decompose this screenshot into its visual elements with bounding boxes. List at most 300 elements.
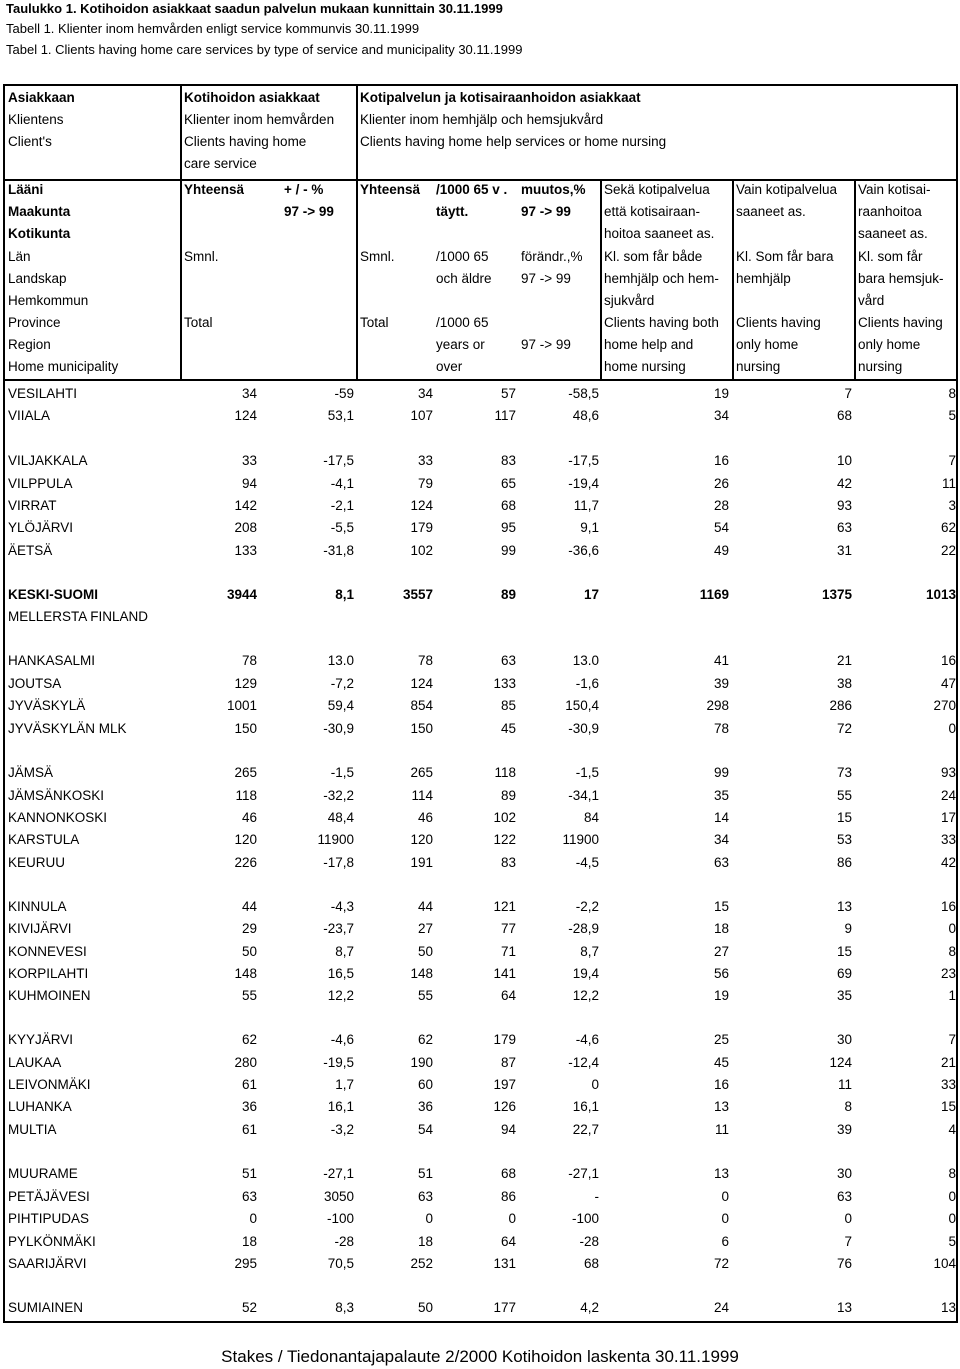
- table-cell-value: 94: [500, 1122, 516, 1137]
- table-bottom-border: [3, 1321, 958, 1323]
- header-per1000-label: over: [436, 359, 463, 374]
- table-cell-value: 8: [948, 944, 956, 959]
- table-cell-value: 54: [713, 520, 729, 535]
- table-cell-value: 30: [836, 1032, 852, 1047]
- table-cell-value: -4,6: [330, 1032, 354, 1047]
- table-cell-value: 4: [948, 1122, 956, 1137]
- header-region-label: Län: [8, 249, 31, 264]
- header-nursing-only-label: nursing: [858, 359, 903, 374]
- header-region-label: Kotikunta: [8, 226, 71, 241]
- municipality-name: ÄETSÄ: [8, 543, 53, 558]
- municipality-name: SUMIAINEN: [8, 1300, 84, 1315]
- table-cell-value: 0: [591, 1077, 599, 1092]
- table-cell-value: 124: [410, 676, 433, 691]
- table-cell-value: 53: [836, 832, 852, 847]
- table-cell-value: 76: [836, 1256, 852, 1271]
- table-cell-value: 0: [948, 1189, 956, 1204]
- table-cell-value: 10: [836, 453, 852, 468]
- table-cell-value: 69: [836, 966, 852, 981]
- header-per1000-label: /1000 65 v .: [436, 182, 508, 197]
- table-cell-value: 50: [241, 944, 257, 959]
- table-cell-value: 86: [836, 855, 852, 870]
- table-cell-value: 60: [417, 1077, 433, 1092]
- table-cell-value: 1,7: [335, 1077, 354, 1092]
- header-region-label: Province: [8, 315, 61, 330]
- table-cell-value: 63: [713, 855, 729, 870]
- header-per1000-label: years or: [436, 337, 485, 352]
- table-cell-value: 226: [234, 855, 257, 870]
- table-cell-value: 13.0: [327, 653, 354, 668]
- municipality-name: LAUKAA: [8, 1055, 62, 1070]
- table-cell-value: -28: [579, 1234, 599, 1249]
- table-cell-value: 53,1: [327, 408, 354, 423]
- table-right-border: [956, 84, 958, 1323]
- header-both-label: home nursing: [604, 359, 686, 374]
- header-both-label: Sekä kotipalvelua: [604, 182, 710, 197]
- municipality-name: KESKI-SUOMI: [8, 587, 99, 602]
- table-cell-value: 56: [713, 966, 729, 981]
- header-total-label: Yhteensä: [184, 182, 245, 197]
- header-nursing-only-label: Vain kotisai-: [858, 182, 931, 197]
- table-cell-value: 34: [713, 832, 729, 847]
- table-cell-value: -28: [334, 1234, 354, 1249]
- table-cell-value: 8: [844, 1099, 852, 1114]
- header-home-care-label: Clients having home: [184, 134, 307, 149]
- table-cell-value: -100: [326, 1211, 354, 1226]
- table-cell-value: 6: [721, 1234, 729, 1249]
- table-cell-value: 3557: [402, 587, 433, 602]
- table-cell-value: 42: [836, 476, 852, 491]
- col-divider-service: [356, 84, 358, 381]
- header-nursing-only-label: only home: [858, 337, 921, 352]
- table-cell-value: -3,2: [330, 1122, 354, 1137]
- table-cell-value: 118: [235, 788, 257, 803]
- table-cell-value: 280: [234, 1055, 257, 1070]
- table-cell-value: 0: [721, 1189, 729, 1204]
- table-cell-value: 133: [493, 676, 516, 691]
- table-cell-value: 11: [941, 476, 956, 491]
- table-cell-value: 46: [417, 810, 433, 825]
- table-cell-value: 13: [836, 899, 852, 914]
- table-cell-value: 24: [940, 788, 956, 803]
- table-cell-value: -36,6: [568, 543, 599, 558]
- table-cell-value: 124: [829, 1055, 852, 1070]
- table-cell-value: 78: [417, 653, 433, 668]
- table-cell-value: -: [594, 1189, 599, 1204]
- table-cell-value: -32,2: [323, 788, 354, 803]
- table-cell-value: 70,5: [327, 1256, 354, 1271]
- table-cell-value: 124: [410, 498, 433, 513]
- header-region-label: Landskap: [8, 271, 67, 286]
- table-cell-value: 25: [713, 1032, 729, 1047]
- table-cell-value: 45: [713, 1055, 729, 1070]
- table-cell-value: 39: [836, 1122, 852, 1137]
- header-both-label: sjukvård: [604, 293, 655, 308]
- table-cell-value: 7: [844, 386, 852, 401]
- table-cell-value: 68: [500, 1166, 516, 1181]
- table-cell-value: 62: [241, 1032, 257, 1047]
- header-change-label: 97 -> 99: [521, 271, 571, 286]
- table-cell-value: -4,6: [575, 1032, 599, 1047]
- table-cell-value: 72: [713, 1256, 729, 1271]
- municipality-name: KYYJÄRVI: [8, 1032, 74, 1047]
- table-cell-value: 16: [940, 899, 956, 914]
- table-cell-value: 7: [948, 453, 956, 468]
- table-cell-value: 44: [241, 899, 257, 914]
- table-cell-value: 179: [493, 1032, 516, 1047]
- table-cell-value: -1,6: [575, 676, 599, 691]
- table-cell-value: 265: [410, 765, 433, 780]
- table-cell-value: 30: [836, 1166, 852, 1181]
- table-cell-value: 11: [714, 1122, 729, 1137]
- municipality-name: JYVÄSKYLÄN MLK: [8, 721, 127, 736]
- table-cell-value: -1,5: [575, 765, 599, 780]
- table-cell-value: 0: [948, 1211, 956, 1226]
- municipality-name: KIVIJÄRVI: [8, 921, 72, 936]
- table-cell-value: 122: [493, 832, 516, 847]
- title-sv: Tabell 1. Klienter inom hemvården enligt service kommunvis 30.11.1999: [6, 21, 420, 36]
- table-cell-value: 84: [583, 810, 599, 825]
- table-cell-value: -30,9: [568, 721, 599, 736]
- table-cell-value: 64: [500, 988, 516, 1003]
- table-cell-value: -2,2: [575, 899, 599, 914]
- table-cell-value: 68: [583, 1256, 599, 1271]
- header-change-label: muutos,%: [521, 182, 586, 197]
- table-cell-value: 77: [500, 921, 516, 936]
- table-cell-value: 50: [417, 1300, 433, 1315]
- table-cell-value: 21: [836, 653, 852, 668]
- col-divider-both: [600, 179, 602, 381]
- table-cell-value: 17: [940, 810, 956, 825]
- header-change-label: 97 -> 99: [284, 204, 334, 219]
- table-cell-value: 99: [500, 543, 516, 558]
- table-cell-value: 114: [411, 788, 433, 803]
- table-cell-value: 35: [713, 788, 729, 803]
- table-cell-value: 148: [410, 966, 433, 981]
- table-cell-value: 65: [500, 476, 516, 491]
- municipality-name: PETÄJÄVESI: [8, 1189, 90, 1204]
- table-cell-value: 12,2: [327, 988, 354, 1003]
- table-cell-value: 95: [500, 520, 516, 535]
- table-cell-value: 177: [493, 1300, 516, 1315]
- table-cell-value: -23,7: [323, 921, 354, 936]
- header-both-label: Kl. som får både: [604, 249, 703, 264]
- table-cell-value: 54: [417, 1122, 433, 1137]
- municipality-name: KANNONKOSKI: [8, 810, 108, 825]
- table-cell-value: 150: [410, 721, 433, 736]
- table-cell-value: 63: [836, 520, 852, 535]
- municipality-name: VIRRAT: [8, 498, 57, 513]
- col-divider-home-help: [732, 179, 734, 381]
- title-fi: Taulukko 1. Kotihoidon asiakkaat saadun palvelun mukaan kunnittain 30.11.1999: [6, 1, 503, 16]
- col-divider-nursing: [854, 179, 856, 381]
- municipality-name: JÄMSÄNKOSKI: [8, 788, 105, 803]
- header-home-help-only-label: hemhjälp: [736, 271, 791, 286]
- header-per1000-label: täytt.: [436, 204, 469, 219]
- municipality-name: VILJAKKALA: [8, 453, 88, 468]
- table-cell-value: 23: [940, 966, 956, 981]
- table-cell-value: 47: [940, 676, 956, 691]
- table-cell-value: 41: [713, 653, 729, 668]
- table-cell-value: 208: [234, 520, 257, 535]
- table-cell-value: 33: [940, 1077, 956, 1092]
- table-cell-value: 191: [410, 855, 433, 870]
- municipality-name: PYLKÖNMÄKI: [8, 1234, 96, 1249]
- table-cell-value: 190: [410, 1055, 433, 1070]
- table-cell-value: 27: [417, 921, 433, 936]
- header-region-label: Lääni: [8, 182, 44, 197]
- header-divider: [3, 179, 958, 181]
- data-table: [3, 0, 958, 1340]
- municipality-subname: MELLERSTA FINLAND: [8, 609, 149, 624]
- table-cell-value: 9: [844, 921, 852, 936]
- table-cell-value: 94: [241, 476, 257, 491]
- table-cell-value: 99: [713, 765, 729, 780]
- table-cell-value: 142: [234, 498, 257, 513]
- table-cell-value: 34: [713, 408, 729, 423]
- municipality-name: VILPPULA: [8, 476, 73, 491]
- table-cell-value: -7,2: [330, 676, 354, 691]
- table-cell-value: 19: [713, 988, 729, 1003]
- header-total-label: Smnl.: [360, 249, 395, 264]
- header-nursing-only-label: vård: [858, 293, 885, 308]
- table-cell-value: -2,1: [330, 498, 354, 513]
- table-cell-value: 27: [713, 944, 729, 959]
- table-cell-value: 1375: [821, 587, 852, 602]
- table-cell-value: -5,5: [330, 520, 354, 535]
- table-cell-value: 71: [500, 944, 516, 959]
- table-cell-value: 131: [493, 1256, 516, 1271]
- table-cell-value: 68: [500, 498, 516, 513]
- table-cell-value: 51: [417, 1166, 433, 1181]
- municipality-name: YLÖJÄRVI: [8, 520, 74, 535]
- header-change-label: 97 -> 99: [521, 204, 571, 219]
- table-cell-value: 62: [940, 520, 956, 535]
- table-cell-value: 11: [837, 1077, 852, 1092]
- table-cell-value: 55: [836, 788, 852, 803]
- table-cell-value: 16,1: [572, 1099, 599, 1114]
- table-cell-value: 16: [713, 1077, 729, 1092]
- header-both-label: hoitoa saaneet as.: [604, 226, 715, 241]
- header-total-label: Total: [184, 315, 213, 330]
- municipality-name: KARSTULA: [8, 832, 80, 847]
- table-cell-value: 8,7: [580, 944, 599, 959]
- header-change-label: 97 -> 99: [521, 337, 571, 352]
- table-cell-value: 5: [948, 408, 956, 423]
- table-cell-value: 13.0: [572, 653, 599, 668]
- table-cell-value: 197: [493, 1077, 516, 1092]
- table-cell-value: 13: [836, 1300, 852, 1315]
- municipality-name: KUHMOINEN: [8, 988, 91, 1003]
- table-cell-value: 28: [713, 498, 729, 513]
- table-cell-value: 87: [500, 1055, 516, 1070]
- table-cell-value: 73: [836, 765, 852, 780]
- header-home-help-only-label: saaneet as.: [736, 204, 806, 219]
- table-cell-value: -59: [334, 386, 354, 401]
- table-cell-value: 51: [241, 1166, 257, 1181]
- table-cell-value: -58,5: [568, 386, 599, 401]
- table-cell-value: 78: [713, 721, 729, 736]
- municipality-name: HANKASALMI: [8, 653, 96, 668]
- table-cell-value: 79: [417, 476, 433, 491]
- table-cell-value: 0: [249, 1211, 257, 1226]
- table-cell-value: 13: [713, 1166, 729, 1181]
- table-cell-value: 93: [940, 765, 956, 780]
- municipality-name: MULTIA: [8, 1122, 57, 1137]
- table-cell-value: 89: [500, 587, 516, 602]
- header-nursing-only-label: Kl. som får: [858, 249, 923, 264]
- table-cell-value: 13: [713, 1099, 729, 1114]
- table-cell-value: 118: [494, 765, 516, 780]
- municipality-name: KONNEVESI: [8, 944, 87, 959]
- header-nursing-only-label: Clients having: [858, 315, 943, 330]
- table-cell-value: 34: [417, 386, 433, 401]
- table-cell-value: 16,5: [327, 966, 354, 981]
- header-home-help-only-label: nursing: [736, 359, 781, 374]
- header-home-care-label: Klienter inom hemvården: [184, 112, 335, 127]
- table-cell-value: 38: [836, 676, 852, 691]
- table-cell-value: 121: [493, 899, 516, 914]
- header-home-help-only-label: Kl. Som får bara: [736, 249, 834, 264]
- table-cell-value: 11,7: [573, 498, 599, 513]
- table-cell-value: 16: [940, 653, 956, 668]
- table-cell-value: 15: [940, 1099, 956, 1114]
- table-cell-value: 86: [500, 1189, 516, 1204]
- table-cell-value: 104: [933, 1256, 956, 1271]
- table-cell-value: 44: [417, 899, 433, 914]
- municipality-name: KEURUU: [8, 855, 66, 870]
- table-cell-value: 48,4: [327, 810, 354, 825]
- table-cell-value: 24: [713, 1300, 729, 1315]
- table-cell-value: 57: [500, 386, 516, 401]
- table-cell-value: 49: [713, 543, 729, 558]
- municipality-name: JOUTSA: [8, 676, 62, 691]
- table-cell-value: 64: [500, 1234, 516, 1249]
- table-cell-value: 854: [410, 698, 433, 713]
- table-cell-value: 78: [241, 653, 257, 668]
- header-change-label: + / - %: [284, 182, 324, 197]
- table-cell-value: 46: [241, 810, 257, 825]
- table-cell-value: 120: [234, 832, 257, 847]
- table-cell-value: 148: [234, 966, 257, 981]
- table-cell-value: 3050: [323, 1189, 354, 1204]
- header-nursing-only-label: bara hemsjuk-: [858, 271, 944, 286]
- table-left-border: [3, 84, 5, 1323]
- table-cell-value: -28,9: [568, 921, 599, 936]
- header-home-help-only-label: Vain kotipalvelua: [736, 182, 838, 197]
- table-cell-value: 7: [844, 1234, 852, 1249]
- table-cell-value: -19,4: [568, 476, 599, 491]
- municipality-name: LUHANKA: [8, 1099, 72, 1114]
- table-cell-value: 1013: [925, 587, 956, 602]
- table-cell-value: 1169: [699, 587, 729, 602]
- header-total-label: Yhteensä: [360, 182, 421, 197]
- table-cell-value: 19: [713, 386, 729, 401]
- table-cell-value: 12,2: [572, 988, 599, 1003]
- table-cell-value: 126: [493, 1099, 516, 1114]
- table-cell-value: 286: [829, 698, 852, 713]
- header-total-label: Smnl.: [184, 249, 219, 264]
- table-cell-value: 61: [241, 1122, 257, 1137]
- table-cell-value: 72: [836, 721, 852, 736]
- table-cell-value: 270: [933, 698, 956, 713]
- municipality-name: LEIVONMÄKI: [8, 1077, 91, 1092]
- header-both-label: hemhjälp och hem-: [604, 271, 719, 286]
- header-home-help-nursing-label: Clients having home help services or home nursing: [360, 134, 667, 149]
- col-divider-name: [180, 84, 182, 381]
- table-cell-value: 5: [948, 1234, 956, 1249]
- table-cell-value: -27,1: [568, 1166, 599, 1181]
- title-en: Tabel 1. Clients having home care services by type of service and municipality 30.11.1999: [6, 42, 523, 57]
- table-cell-value: 89: [500, 788, 516, 803]
- table-cell-value: 129: [234, 676, 257, 691]
- table-cell-value: -4,5: [575, 855, 599, 870]
- header-nursing-only-label: saaneet as.: [858, 226, 928, 241]
- table-cell-value: 50: [417, 944, 433, 959]
- table-cell-value: -34,1: [568, 788, 599, 803]
- table-cell-value: 133: [234, 543, 257, 558]
- table-cell-value: 8,1: [335, 587, 354, 602]
- table-cell-value: 55: [417, 988, 433, 1003]
- table-cell-value: 7: [948, 1032, 956, 1047]
- table-cell-value: 0: [948, 921, 956, 936]
- header-both-label: että kotisairaan-: [604, 204, 701, 219]
- table-cell-value: 18: [713, 921, 729, 936]
- table-cell-value: 265: [234, 765, 257, 780]
- table-cell-value: -31,8: [323, 543, 354, 558]
- header-both-label: home help and: [604, 337, 694, 352]
- table-cell-value: -100: [571, 1211, 599, 1226]
- header-home-help-nursing-label: Klienter inom hemhjälp och hemsjukvård: [360, 112, 604, 127]
- table-cell-value: 68: [836, 408, 852, 423]
- table-cell-value: 55: [241, 988, 257, 1003]
- table-cell-value: 107: [410, 408, 433, 423]
- table-cell-value: 42: [940, 855, 956, 870]
- table-cell-value: 298: [706, 698, 729, 713]
- municipality-name: KINNULA: [8, 899, 67, 914]
- municipality-name: VESILAHTI: [8, 386, 78, 401]
- table-cell-value: 16,1: [327, 1099, 354, 1114]
- table-cell-value: 31: [836, 543, 852, 558]
- table-cell-value: 3944: [226, 587, 257, 602]
- table-cell-value: 33: [940, 832, 956, 847]
- table-cell-value: 85: [500, 698, 516, 713]
- table-cell-value: -27,1: [323, 1166, 354, 1181]
- table-cell-value: 15: [836, 944, 852, 959]
- table-cell-value: 3: [948, 498, 956, 513]
- header-nursing-only-label: raanhoitoa: [858, 204, 922, 219]
- table-cell-value: -17,8: [323, 855, 354, 870]
- table-cell-value: 295: [234, 1256, 257, 1271]
- table-cell-value: -4,1: [330, 476, 354, 491]
- table-cell-value: -17,5: [323, 453, 354, 468]
- header-region-label: Hemkommun: [8, 293, 89, 308]
- table-cell-value: -30,9: [323, 721, 354, 736]
- table-cell-value: 33: [241, 453, 257, 468]
- table-cell-value: -12,4: [568, 1055, 599, 1070]
- table-cell-value: 117: [494, 408, 516, 423]
- table-cell-value: 0: [508, 1211, 516, 1226]
- table-cell-value: 21: [940, 1055, 956, 1070]
- table-cell-value: 0: [425, 1211, 433, 1226]
- table-cell-value: 1: [948, 988, 956, 1003]
- table-cell-value: 8,7: [335, 944, 354, 959]
- table-cell-value: -17,5: [568, 453, 599, 468]
- table-cell-value: 4,2: [580, 1300, 599, 1315]
- header-both-label: Clients having both: [604, 315, 719, 330]
- table-cell-value: 63: [241, 1189, 257, 1204]
- table-cell-value: 11900: [562, 832, 599, 847]
